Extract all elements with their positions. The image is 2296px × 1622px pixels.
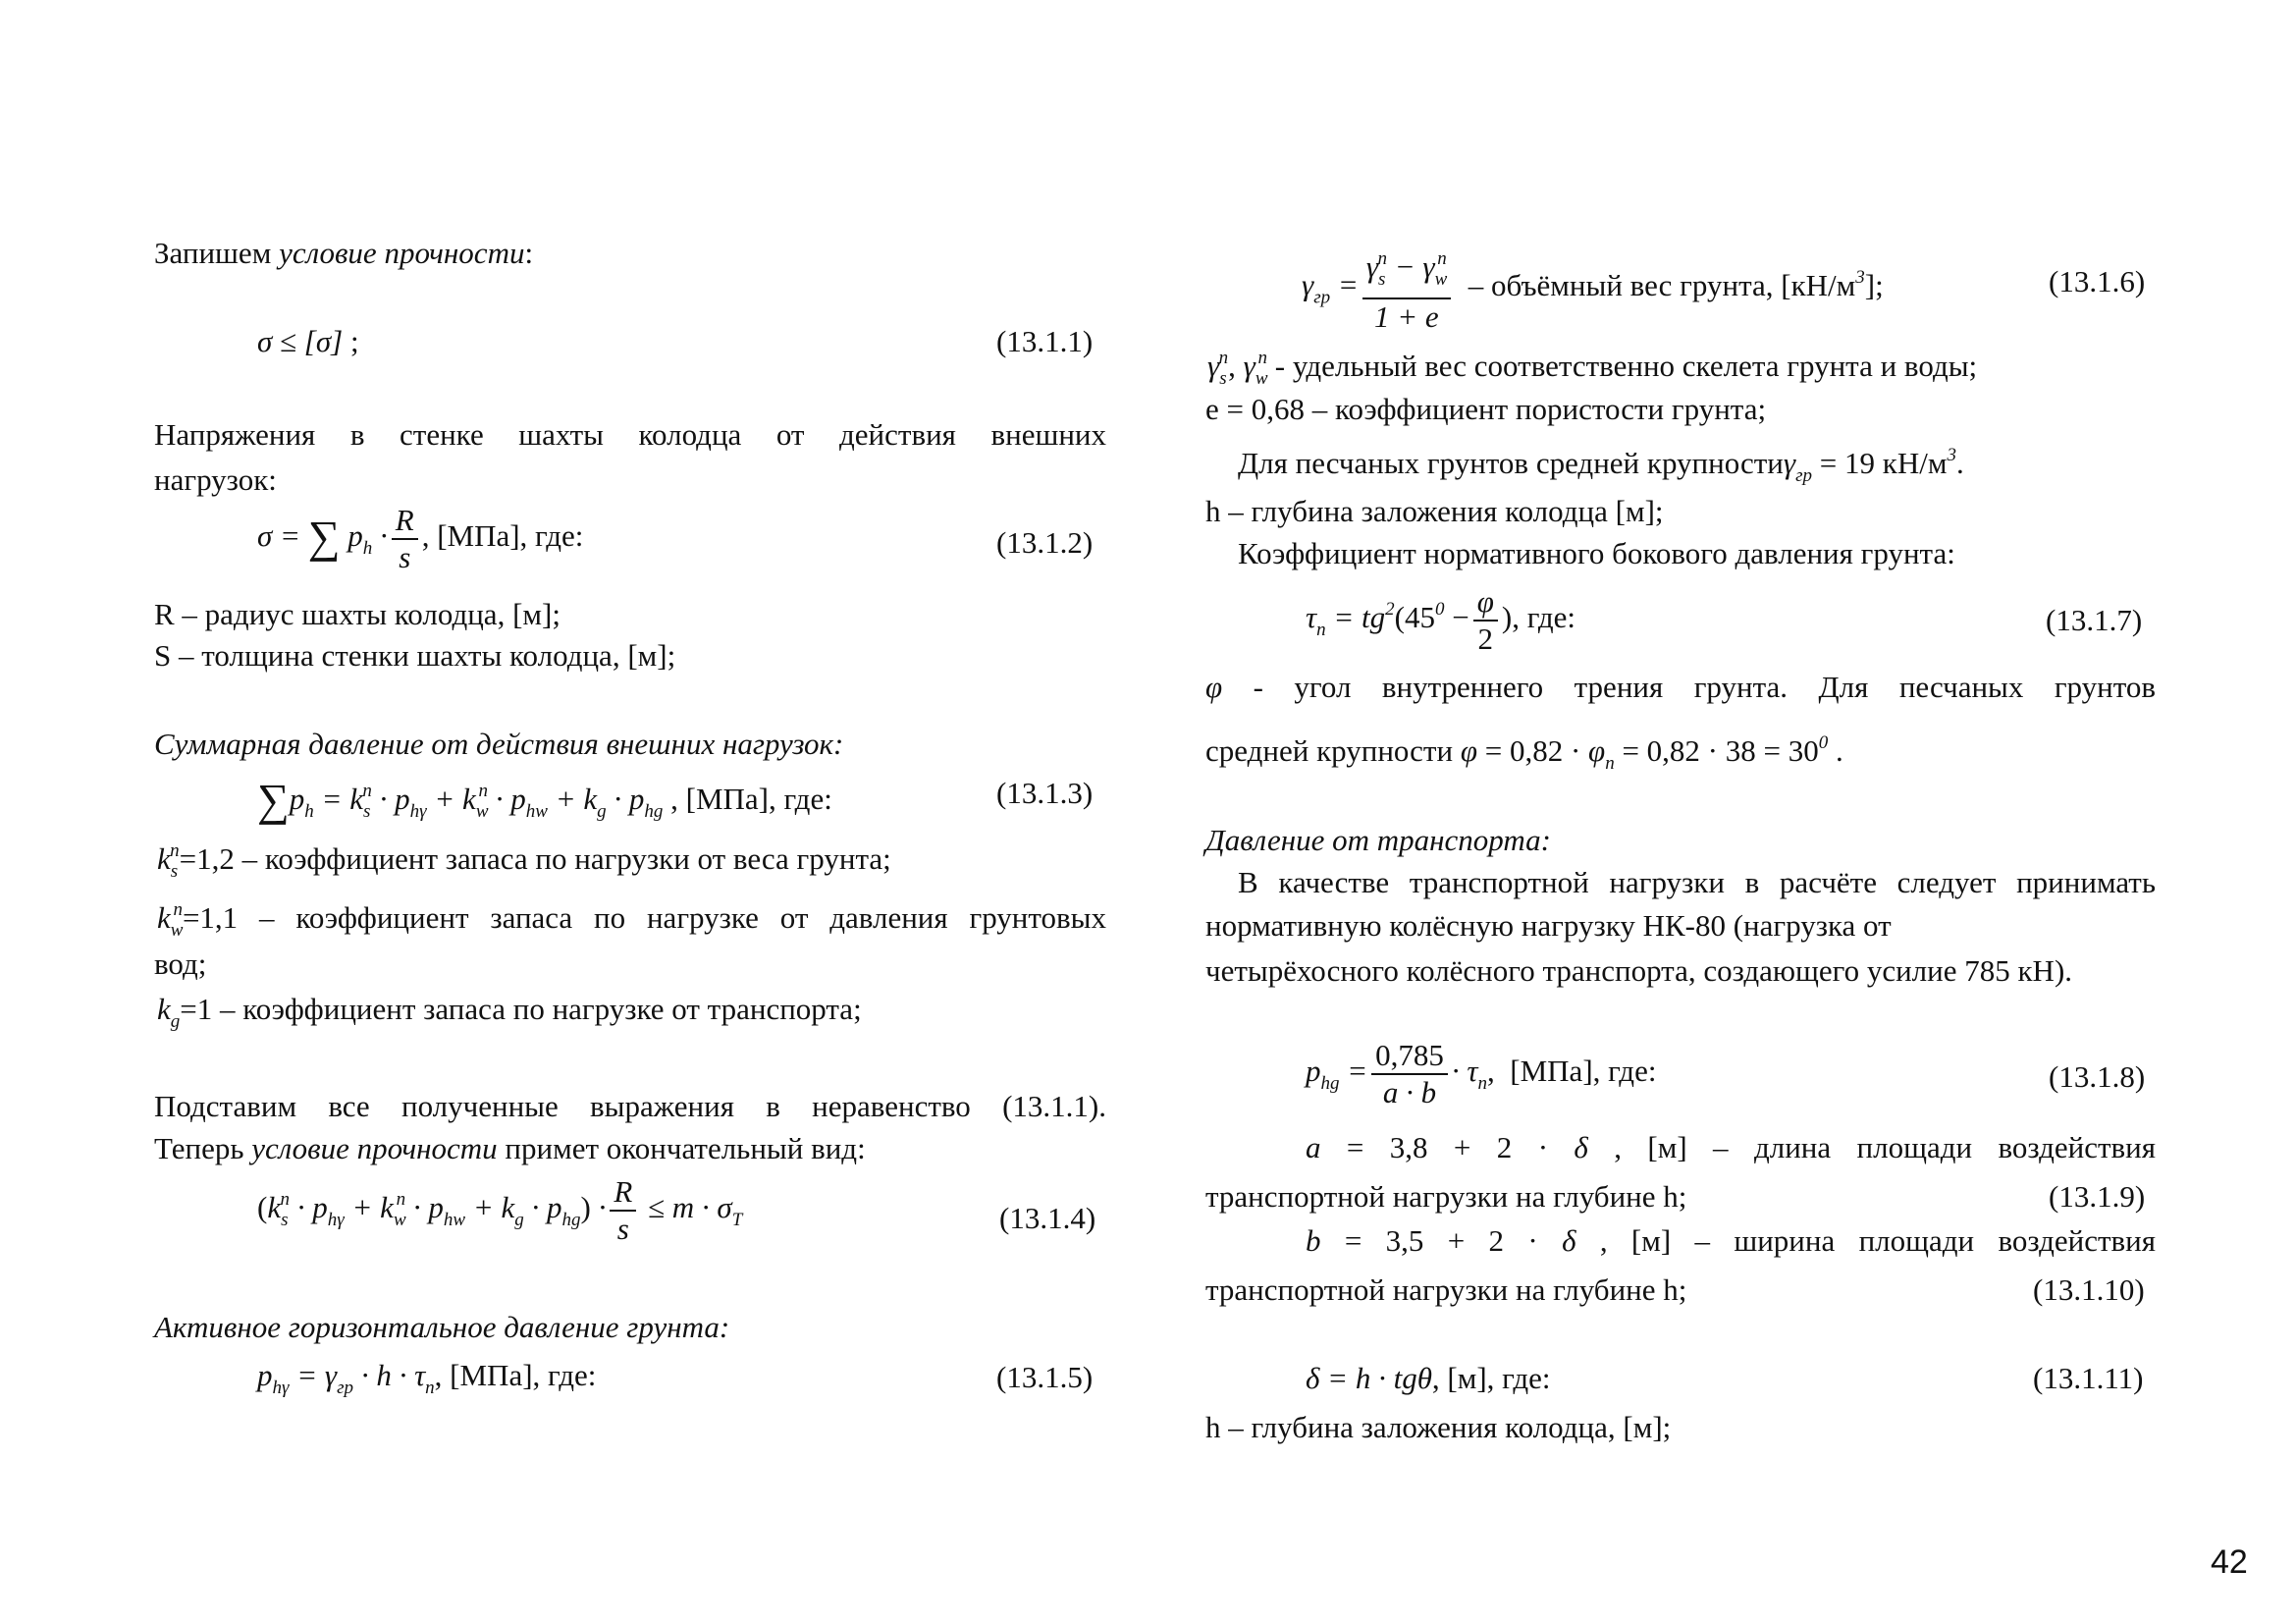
b-definition: b = 3,5 + 2 · δ , [м] – ширина площади воздействия [1306,1223,2156,1258]
e-definition: e = 0,68 – коэффициент пористости грунта; [1205,392,1767,426]
page-number: 42 [2211,1543,2248,1581]
sand-definition: Для песчаных грунтов средней крупностиγ$_{гр}$ = 19 $кН/м^3$. [1238,445,1964,486]
transport-paragraph-line2: нормативную колёсную нагрузку НК-80 (нагрузка от [1205,908,1892,943]
equation-13-1-8: $p_{hg}$ = $\frac{0,785}{a \cdot b}$ · $\tau_n$, [МПа], где: [1306,1038,1657,1109]
ks-definition: $k_s^n=1,2$ – коэффициент запаса по нагрузки от веса грунта; [157,840,891,882]
eq-number-13-1-3: (13.1.3) [996,776,1094,810]
kw-definition: $k_w^n=1,1$ – коэффициент запаса по нагрузке от давления грунтовых [157,899,1106,941]
eq-number-13-1-9: (13.1.9) [2049,1179,2146,1214]
transport-paragraph-line1: В качестве транспортной нагрузки в расчёте следует принимать [1238,865,2156,899]
lateral-pressure-definition: Коэффициент нормативного бокового давления грунта: [1238,536,1955,570]
equation-13-1-1: σ ≤ [σ] ; [257,324,359,358]
kw-definition-line2: вод; [154,946,207,981]
eq-number-13-1-10: (13.1.10) [2033,1272,2145,1307]
substitute-paragraph-line2: Теперь условие прочности примет окончательный вид: [154,1131,866,1165]
eq-number-13-1-5: (13.1.5) [996,1360,1094,1394]
active-pressure-heading: Активное горизонтальное давление грунта: [154,1310,730,1344]
stress-paragraph-line2: нагрузок: [154,462,277,497]
a-definition: a = 3,8 + 2 · δ , [м] – длина площади воздействия [1306,1130,2156,1164]
transport-paragraph-line3: четырёхосного колёсного транспорта, создающего усилие 785 кН). [1205,953,2073,988]
equation-13-1-6: $\gamma_{гр}$ = $\frac{\gamma_s^n - \gamma_w^n}{1 + e}$ – объёмный вес грунта, $[кН/м^3]$; [1302,242,1884,335]
a-definition-line2: транспортной нагрузки на глубине h; [1205,1179,1687,1214]
equation-13-1-5: $p_{h\gamma} = \gamma_{гр} \cdot h \cdot \tau_n$, [МПа], где: [257,1358,597,1398]
h-definition: h – глубина заложения колодца [м]; [1205,494,1664,528]
eq-number-13-1-1: (13.1.1) [996,324,1094,358]
stress-paragraph-line1: Напряжения в стенке шахты колодца от действия внешних [154,417,1106,452]
r-definition: R – радиус шахты колодца, [м]; [154,597,561,631]
equation-13-1-2: σ = ∑ $p_h$ · $\frac{R}{s}$ , [МПа], где: [257,503,584,574]
equation-13-1-7: $\tau_n = tg^2(45^0$ − $\frac{\varphi}{2}$ ), где: [1306,584,1576,656]
s-definition: S – толщина стенки шахты колодца, [м]; [154,638,676,673]
equation-13-1-3: $\sum p_h = k_s^n \cdot p_{h\gamma} + k_w^n \cdot p_{hw} + k_g \cdot p_{hg}$ , [МПа], где: [257,775,832,825]
substitute-paragraph-line1: Подставим все полученные выражения в неравенство (13.1.1). [154,1089,1106,1123]
sum-pressure-heading: Суммарная давление от действия внешних нагрузок: [154,727,844,761]
gamma-definition: $\gamma_s^n$, $\gamma_w^n$ - удельный вес соответственно скелета грунта и воды; [1207,348,1978,389]
eq-number-13-1-11: (13.1.11) [2033,1361,2144,1395]
eq-number-13-1-8: (13.1.8) [2049,1059,2146,1094]
eq-number-13-1-2: (13.1.2) [996,525,1094,560]
h-definition-2: h – глубина заложения колодца, [м]; [1205,1410,1672,1444]
phi-definition-line2: средней крупности $\varphi = 0,82 \cdot \varphi_n = 0,82 \cdot 38 = 30^0$ . [1205,732,1843,774]
equation-13-1-4: $(k_s^n \cdot p_{h\gamma} + k_w^n \cdot p_{hw} + k_g \cdot p_{hg})$ · $\frac{R}{s}$ ≤ $m \cdot \sigma_T$ [257,1174,743,1246]
b-definition-line2: транспортной нагрузки на глубине h; [1205,1272,1687,1307]
eq-number-13-1-4: (13.1.4) [999,1201,1096,1235]
phi-definition-line1: φ - угол внутреннего трения грунта. Для песчаных грунтов [1205,670,2157,704]
eq-number-13-1-6: (13.1.6) [2049,264,2146,298]
kg-definition: $k_g=1$ – коэффициент запаса по нагрузке от транспорта; [157,992,862,1032]
equation-13-1-11: δ = h · tgθ, [м], где: [1306,1361,1551,1395]
transport-heading: Давление от транспорта: [1205,823,1551,857]
strength-intro: Запишем условие прочности: [154,236,534,270]
eq-number-13-1-7: (13.1.7) [2046,603,2143,637]
